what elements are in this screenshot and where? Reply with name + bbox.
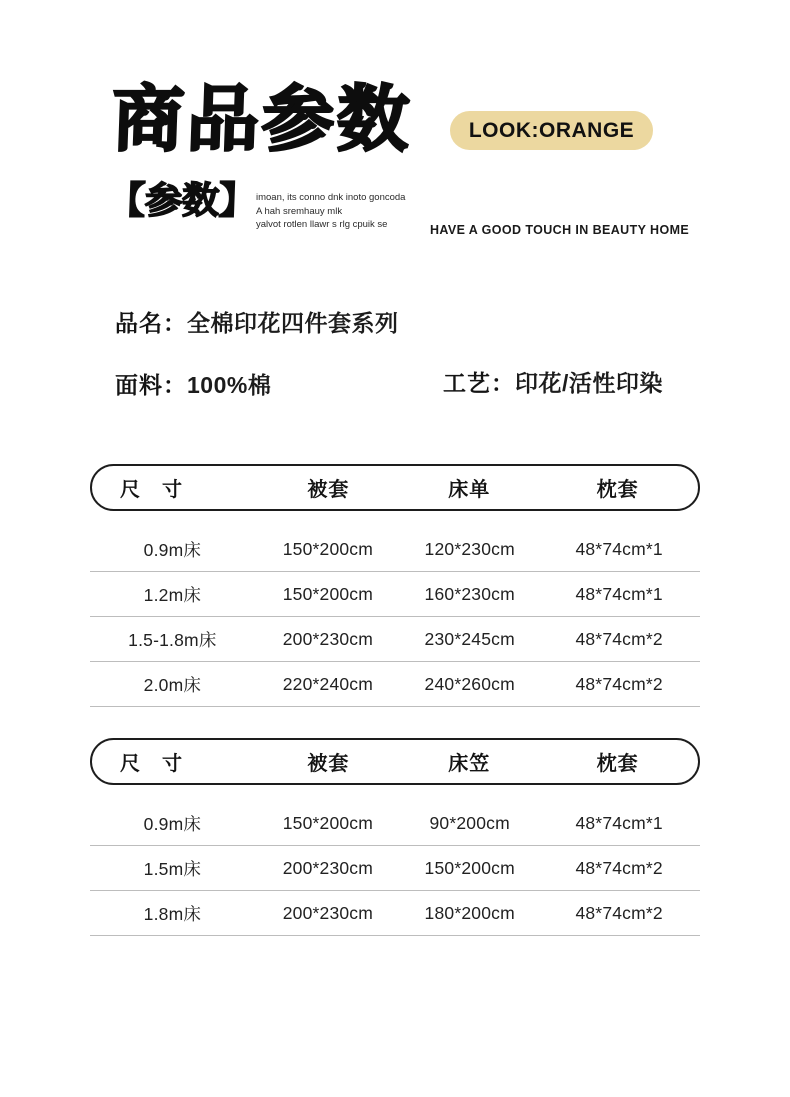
column-header-size: 尺 寸 [120, 753, 183, 775]
table-row [90, 891, 700, 936]
craft-label: 工艺： [443, 370, 515, 396]
cell-pillowcase: 48*74cm*1 [575, 538, 663, 559]
brand-badge-label: LOOK:ORANGE [468, 118, 635, 142]
table-header-row [90, 464, 700, 511]
craft-line [443, 365, 663, 398]
cell-fitted-sheet: 90*200cm [429, 812, 510, 833]
cell-duvet-cover: 200*230cm [282, 902, 374, 923]
size-table-fitted-set [90, 738, 700, 936]
param-tag: 【参数】 [107, 180, 257, 221]
cell-bed-sheet: 160*230cm [424, 583, 515, 604]
column-header-pillowcase: 枕套 [596, 479, 639, 501]
cell-size: 2.0m床 [143, 674, 202, 695]
table-body [90, 785, 700, 936]
cell-pillowcase: 48*74cm*1 [575, 812, 663, 833]
cell-pillowcase: 48*74cm*2 [575, 902, 663, 923]
cell-duvet-cover: 200*230cm [282, 857, 374, 878]
product-name-line [115, 305, 399, 338]
cell-size: 1.2m床 [143, 584, 202, 605]
cell-size: 0.9m床 [143, 813, 202, 834]
product-name-label: 品名： [115, 310, 187, 336]
cell-bed-sheet: 240*260cm [424, 673, 515, 694]
size-table-sheet-set [90, 464, 700, 707]
craft-value: 印花/活性印染 [515, 370, 663, 396]
fabric-line [115, 367, 271, 400]
table-body [90, 511, 700, 707]
cell-fitted-sheet: 180*200cm [424, 902, 515, 923]
cell-pillowcase: 48*74cm*1 [575, 583, 663, 604]
cell-size: 1.5-1.8m床 [128, 629, 217, 650]
column-header-pillowcase: 枕套 [596, 753, 639, 775]
cell-fitted-sheet: 150*200cm [424, 857, 515, 878]
column-header-fitted-sheet: 床笠 [448, 753, 491, 775]
column-header-bed-sheet: 床单 [448, 479, 491, 501]
page-title: 商品参数 [110, 80, 414, 160]
product-name-value: 全棉印花四件套系列 [187, 310, 399, 336]
cell-duvet-cover: 200*230cm [282, 628, 374, 649]
table-row [90, 527, 700, 572]
column-header-duvet-cover: 被套 [307, 753, 350, 775]
cell-pillowcase: 48*74cm*2 [575, 857, 663, 878]
table-row [90, 801, 700, 846]
brand-badge [450, 111, 653, 150]
table-header-row [90, 738, 700, 785]
cell-duvet-cover: 150*200cm [282, 812, 374, 833]
tagline-line-2: A hah sremhauy mlk [256, 205, 343, 217]
cell-duvet-cover: 150*200cm [282, 583, 374, 604]
cell-bed-sheet: 120*230cm [424, 538, 515, 559]
table-row [90, 572, 700, 617]
cell-size: 1.8m床 [143, 903, 202, 924]
cell-size: 1.5m床 [143, 858, 202, 879]
cell-pillowcase: 48*74cm*2 [575, 673, 663, 694]
cell-duvet-cover: 220*240cm [282, 673, 374, 694]
table-row [90, 617, 700, 662]
column-header-size: 尺 寸 [120, 479, 183, 501]
tagline-text [256, 191, 405, 232]
cell-duvet-cover: 150*200cm [282, 538, 374, 559]
table-row [90, 662, 700, 707]
column-header-duvet-cover: 被套 [307, 479, 350, 501]
fabric-value: 100%棉 [187, 372, 272, 398]
table-row [90, 846, 700, 891]
cell-bed-sheet: 230*245cm [424, 628, 515, 649]
tagline-line-1: imoan, its conno dnk inoto goncoda [256, 192, 406, 203]
tagline-line-3: yalvot rotlen llawr s rlg cpuik se [256, 219, 388, 230]
cell-pillowcase: 48*74cm*2 [575, 628, 663, 649]
fabric-label: 面料： [115, 372, 187, 398]
slogan-text: HAVE A GOOD TOUCH IN BEAUTY HOME [430, 223, 690, 237]
cell-size: 0.9m床 [143, 539, 202, 560]
